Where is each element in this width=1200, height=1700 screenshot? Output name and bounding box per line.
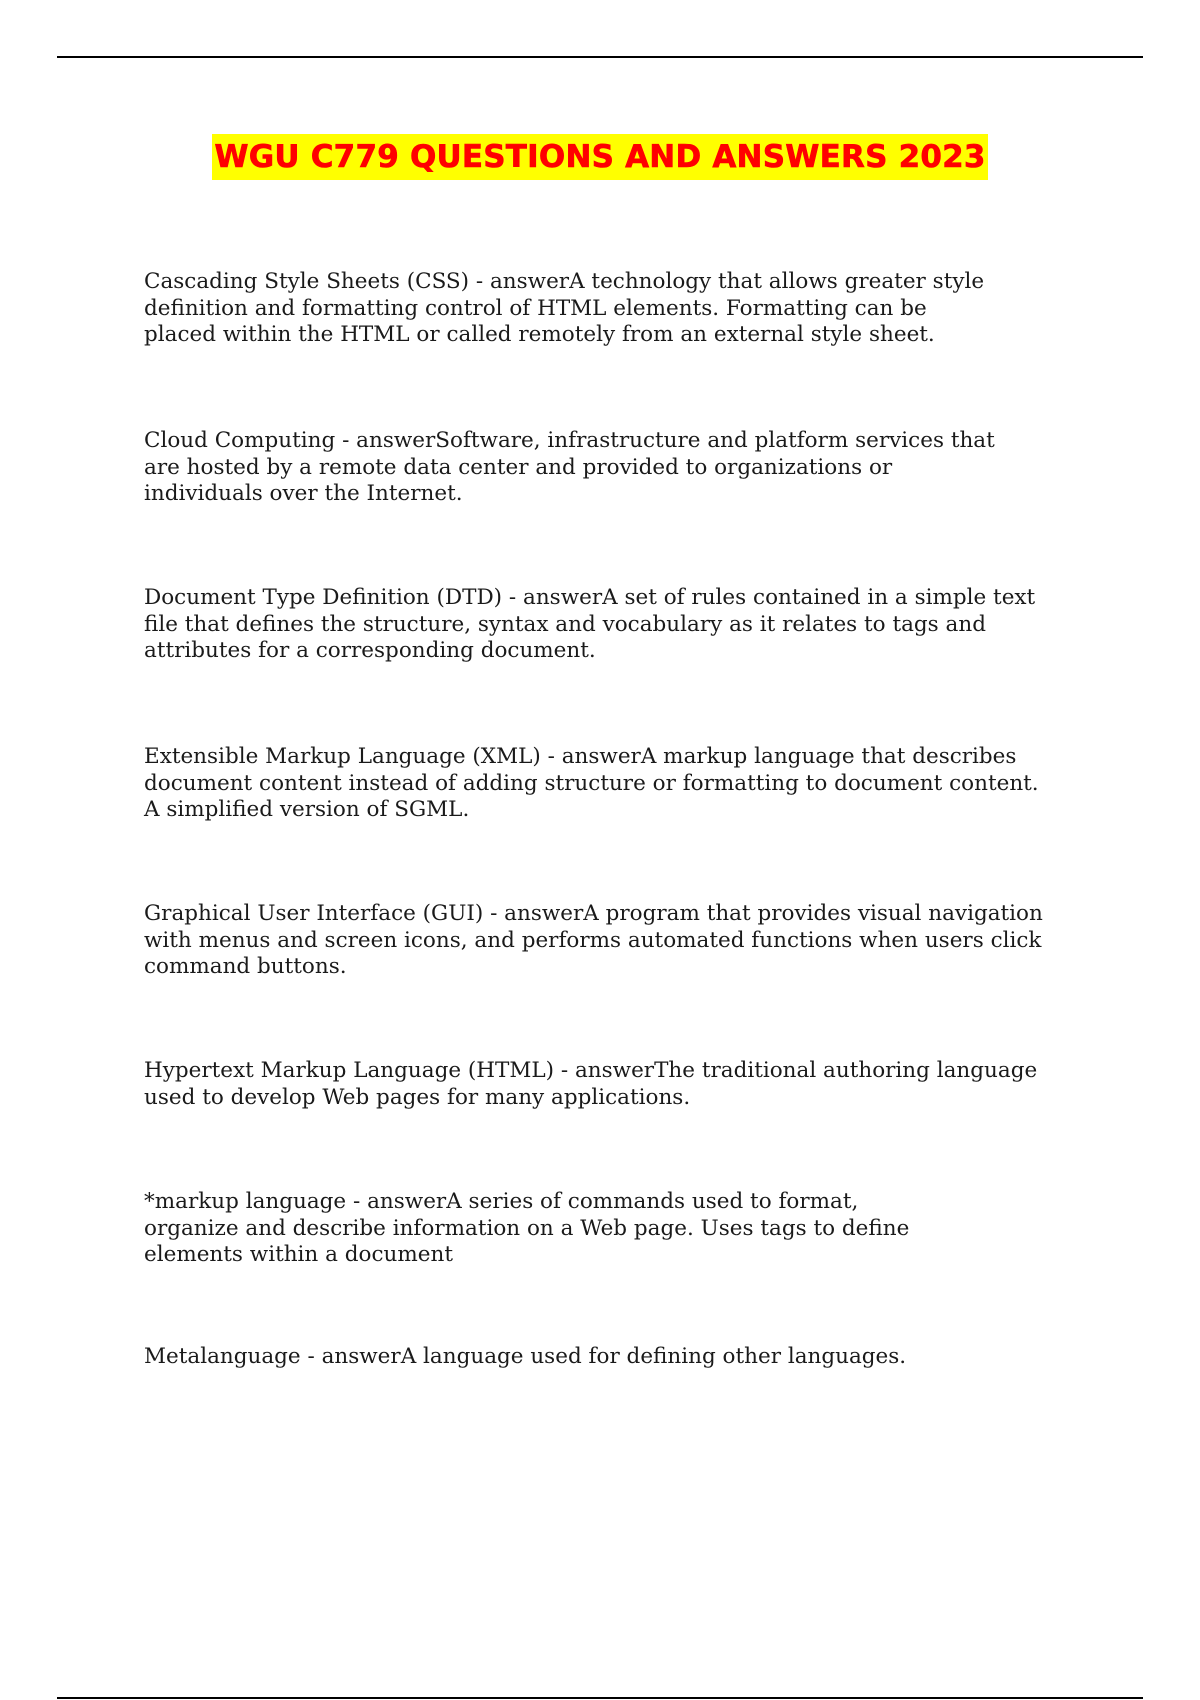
qa-entry-gui: Graphical User Interface (GUI) - answerA program that provides visual navigation with menus and screen icons, and performs automated functions when users click command buttons.	[144, 901, 1043, 979]
qa-entry-html: Hypertext Markup Language (HTML) - answerThe traditional authoring language used to develop Web pages for many applications.	[144, 1058, 1038, 1110]
bottom-divider	[57, 1697, 1143, 1699]
qa-entry-xml: Extensible Markup Language (XML) - answerA markup language that describes document content instead of adding structure or formatting to document content. A simplified version of SGML.	[144, 744, 1039, 822]
top-divider	[57, 56, 1143, 58]
title-container	[0, 134, 1200, 180]
document-title: WGU C779 QUESTIONS AND ANSWERS 2023	[212, 134, 987, 180]
qa-entry-markup-language: *markup language - answerA series of commands used to format, organize and describe information on a Web page. Uses tags to define elements within a document	[144, 1189, 910, 1267]
qa-entry-css: Cascading Style Sheets (CSS) - answerA technology that allows greater style definition and formatting control of HTML elements. Formatting can be placed within the HTML or called remotely from an external style sheet.	[144, 269, 985, 347]
qa-entry-cloud-computing: Cloud Computing - answerSoftware, infrastructure and platform services that are hosted by a remote data center and provided to organizations or individuals over the Internet.	[144, 428, 995, 506]
qa-entry-metalanguage: Metalanguage - answerA language used for defining other languages.	[144, 1344, 907, 1369]
qa-entry-dtd: Document Type Definition (DTD) - answerA set of rules contained in a simple text file that defines the structure, syntax and vocabulary as it relates to tags and attributes for a corresponding document.	[144, 585, 1036, 663]
